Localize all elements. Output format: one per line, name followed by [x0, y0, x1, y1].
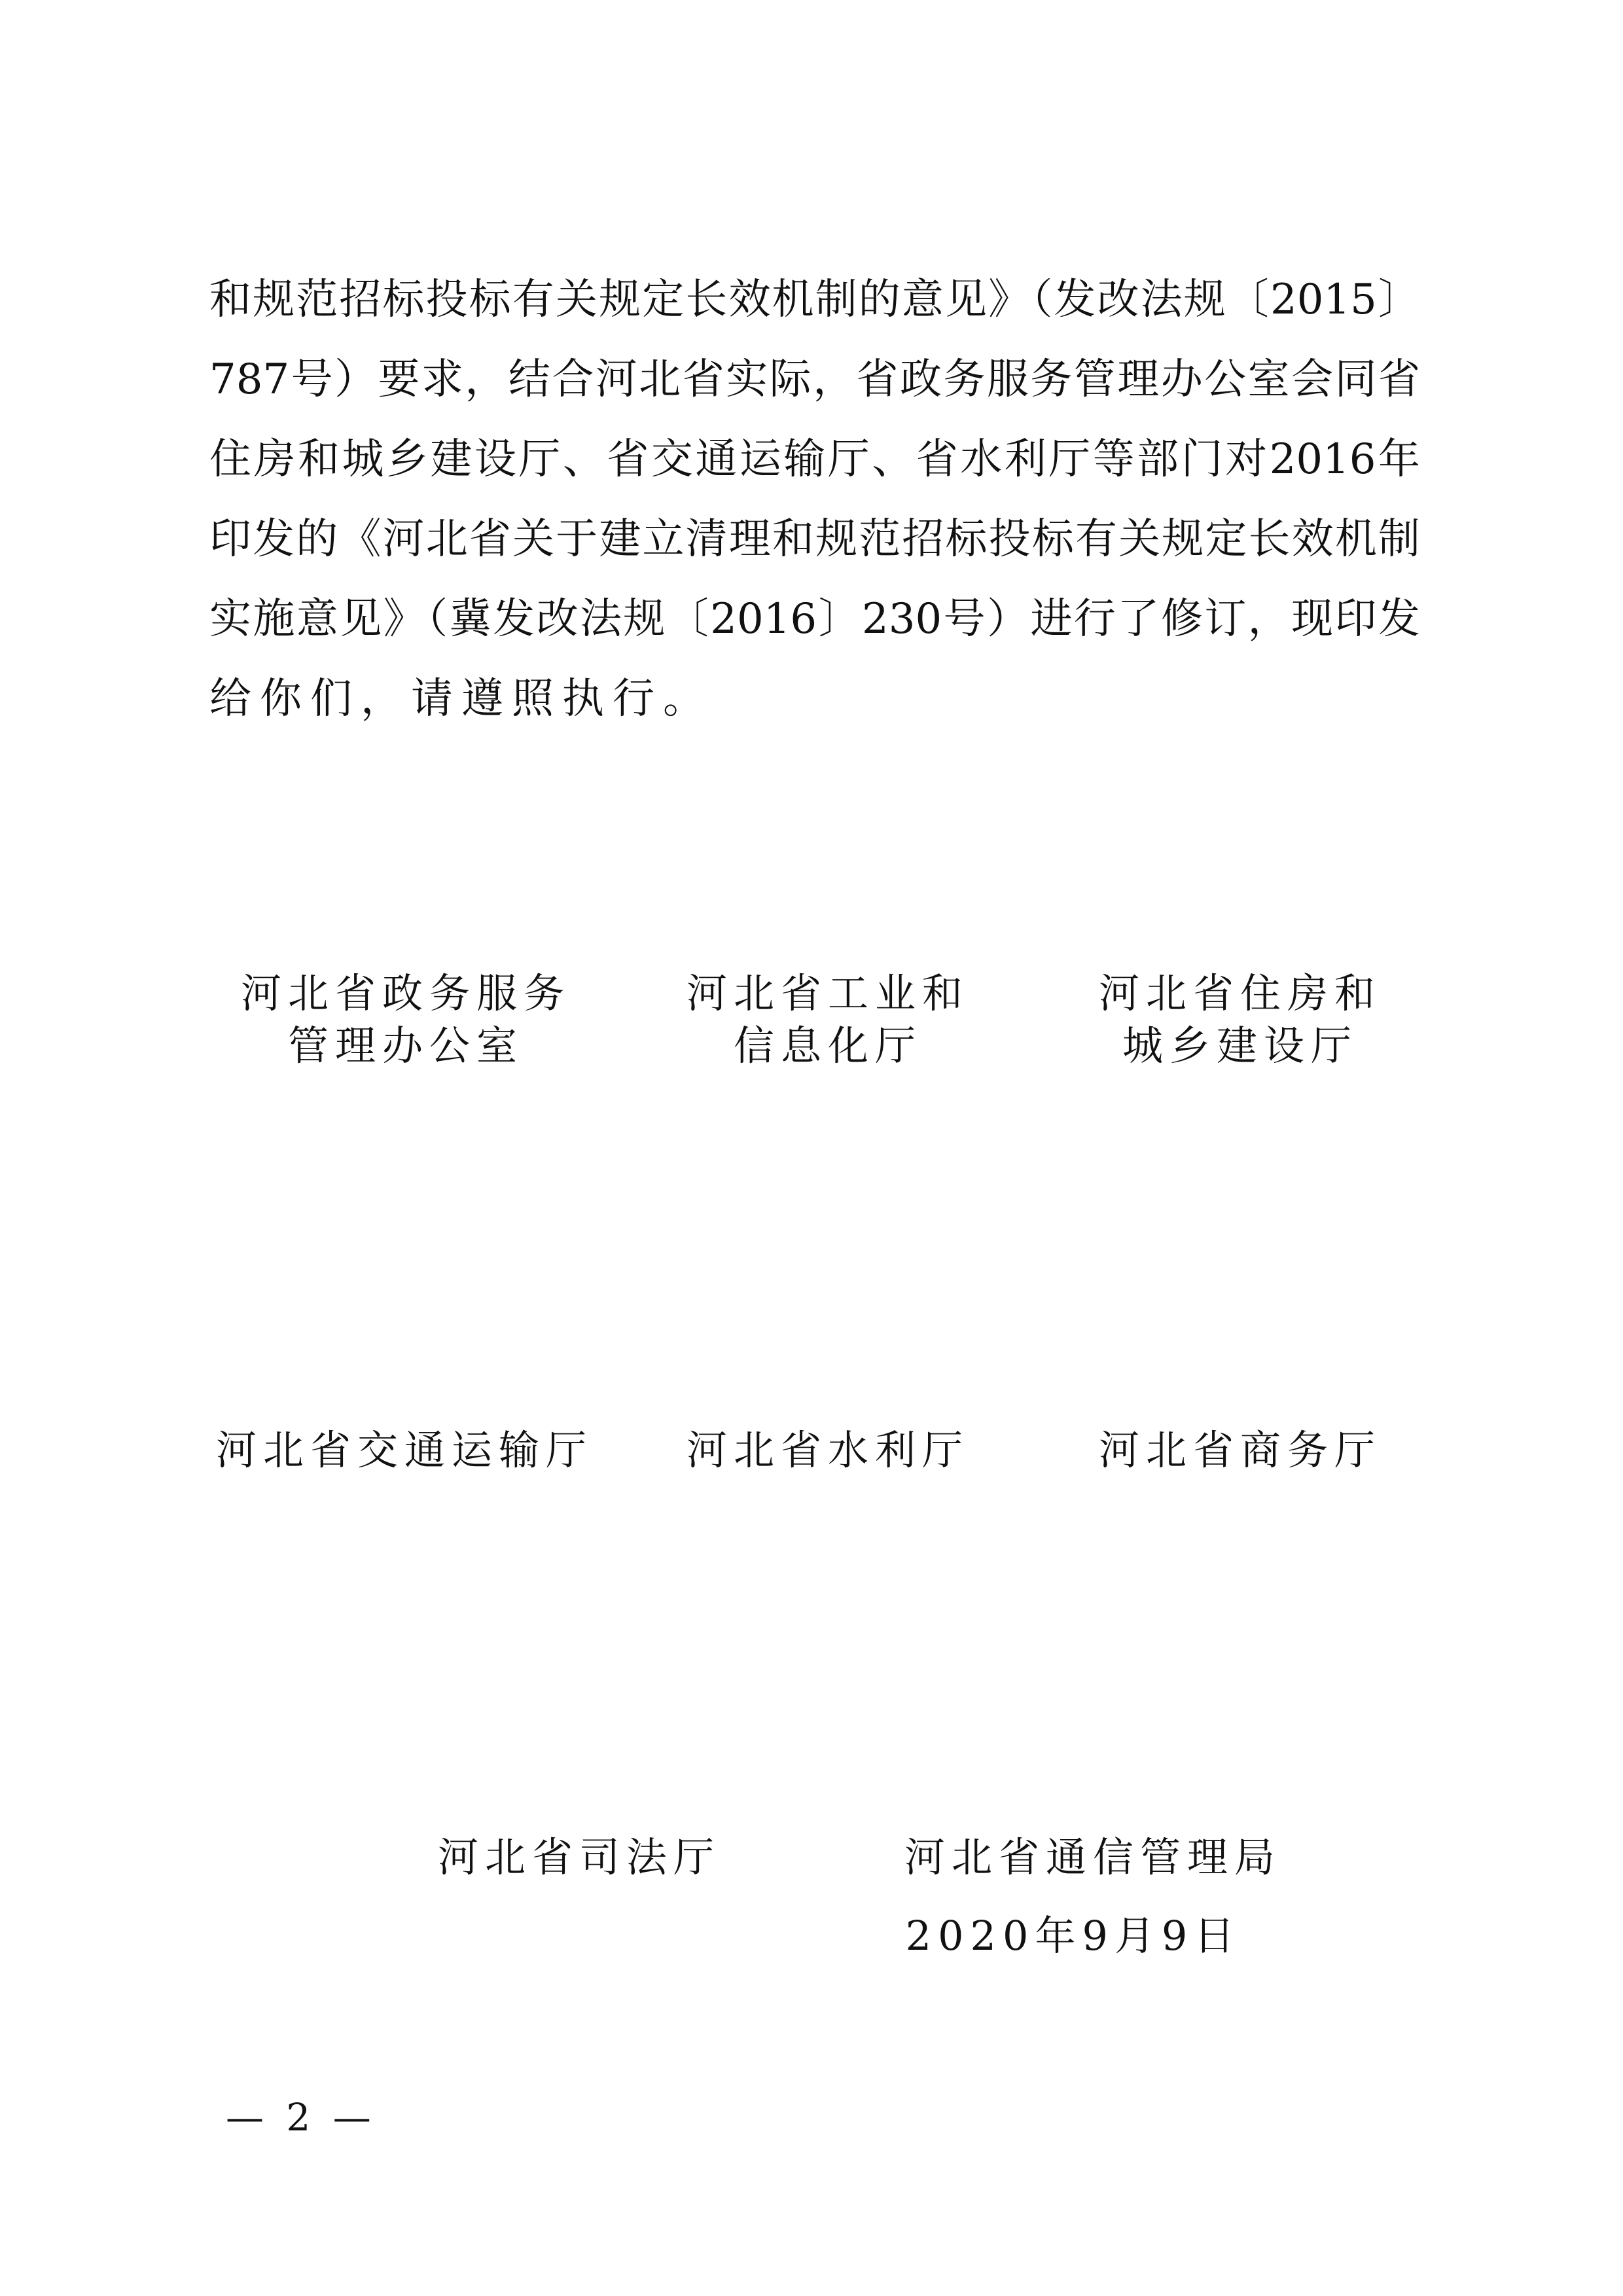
signatory-water-resources-department: 河北省水利厅: [686, 1426, 969, 1474]
body-line: 印发的《河北省关于建立清理和规范招标投标有关规定长效机制: [209, 515, 1420, 564]
signatory-line: 河北省住房和: [1098, 969, 1382, 1017]
page-number: — 2 —: [226, 2095, 376, 2140]
signatory-justice-department: 河北省司法厅: [437, 1833, 721, 1881]
signatory-line: 信息化厅: [733, 1022, 922, 1069]
signatory-government-services-office: [236, 967, 576, 1072]
signatory-line: 河北省政务服务: [240, 969, 571, 1017]
signatory-communications-administration: 河北省通信管理局: [904, 1833, 1281, 1881]
body-line: 住房和城乡建设厅、省交通运输厅、省水利厅等部门对2016年: [209, 435, 1420, 484]
signatory-transport-department: 河北省交通运输厅: [216, 1426, 594, 1474]
document-date: 2020年9月9日: [905, 1912, 1241, 1960]
signatory-line: 管理办公室: [287, 1022, 524, 1069]
signatory-housing-construction-department: [1086, 967, 1394, 1072]
body-line: 实施意见》（冀发改法规〔2016〕230号）进行了修订，现印发: [209, 595, 1420, 643]
body-line: 和规范招标投标有关规定长效机制的意见》（发改法规〔2015〕: [209, 276, 1420, 324]
body-line: 787号）要求，结合河北省实际，省政务服务管理办公室会同省: [209, 355, 1420, 404]
signatory-line: 河北省工业和: [686, 969, 969, 1017]
signatory-industry-it-department: [674, 967, 982, 1072]
body-line: 给你们，请遵照执行。: [209, 675, 713, 723]
signatory-commerce-department: 河北省商务厅: [1098, 1426, 1382, 1474]
signatory-line: 城乡建设厅: [1122, 1022, 1358, 1069]
